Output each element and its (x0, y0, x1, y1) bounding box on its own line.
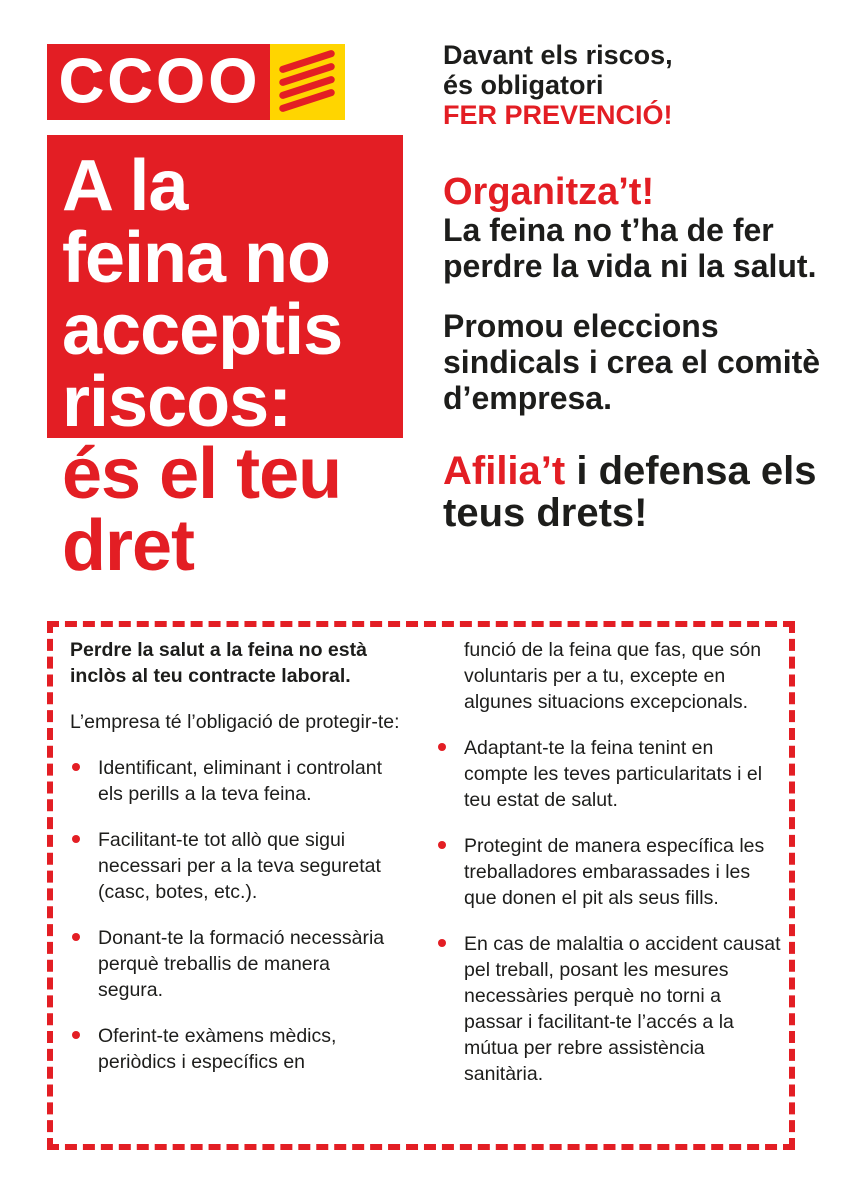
intro-highlight: FER PREVENCIÓ! (443, 100, 673, 130)
senyera-flag-icon (270, 44, 345, 120)
headline-line: és el teu (62, 434, 342, 514)
list-item: Identificant, eliminant i controlant els perills a la teva feina. (70, 755, 400, 807)
list-item: En cas de malaltia o accident causat pel treball, posant les mesures necessàries perquè no torni a passar i facilitant-te l’accés a la mútua per rebre assistència sanitària. (436, 931, 781, 1087)
organize-text: La feina no t’ha de fer perdre la vida ni la salut. (443, 212, 817, 284)
list-item-continuation: funció de la feina que fas, que són voluntaris per a tu, excepte en algunes situacions excepcionals. (464, 639, 762, 713)
headline (62, 146, 432, 586)
right-column (443, 40, 823, 534)
headline-line: acceptis (62, 290, 343, 370)
list-item: Protegint de manera específica les treballadores embarassades i les que donen el pit als seus fills. (436, 833, 781, 911)
affiliate-text (443, 450, 823, 534)
logo-text: CCOO (59, 47, 261, 116)
list-item: Adaptant-te la feina tenint en compte les teves particularitats i el teu estat de salut. (436, 735, 781, 813)
headline-line: dret (62, 506, 195, 586)
intro-line: és obligatori (443, 70, 604, 100)
organize-title: Organitza’t! (443, 171, 655, 213)
list-item: Oferint-te exàmens mèdics, periòdics i específics en (70, 1023, 400, 1075)
intro-line: Davant els riscos, (443, 40, 673, 70)
affiliate-rest: i defensa els teus drets! (443, 449, 817, 535)
info-column-left (70, 637, 400, 1095)
affiliate-highlight: Afilia’t (443, 449, 566, 493)
elections-text: Promou eleccions sindicals i crea el comitè d’empresa. (443, 308, 821, 416)
info-column-right (436, 637, 781, 1107)
list-item: Facilitant-te tot allò que sigui necessari per a la teva seguretat (casc, botes, etc.). (70, 827, 400, 905)
headline-line: riscos: (62, 362, 292, 442)
info-intro: L’empresa té l’obligació de protegir-te: (70, 711, 400, 733)
headline-line: A la (62, 146, 188, 226)
intro-text (443, 40, 823, 130)
obligations-list-right (436, 637, 781, 1087)
info-lead: Perdre la salut a la feina no està inclòs al teu contracte laboral. (70, 639, 367, 687)
list-item: Donant-te la formació necessària perquè treballis de manera segura. (70, 925, 400, 1003)
headline-line: feina no (62, 218, 331, 298)
obligations-list-left (70, 755, 400, 1075)
